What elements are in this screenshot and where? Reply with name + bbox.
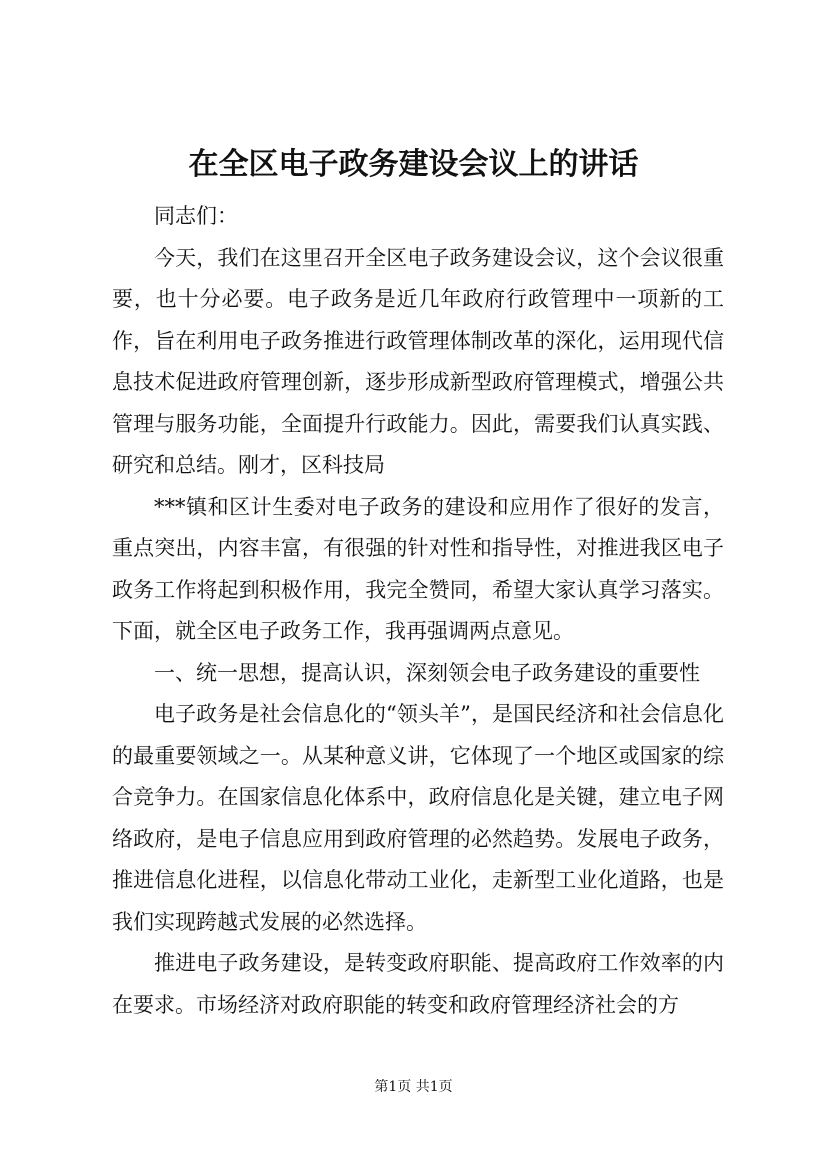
paragraph-importance: 电子政务是社会信息化的“领头羊”，是国民经济和社会信息化的最重要领域之一。从某种意义讲，它体现了一个地区或国家的综合竞争力。在国家信息化体系中，政府信息化是关键，建立电子网络政府，是电子信息应用到政府管理的必然趋势。发展电子政务，推进信息化进程，以信息化带动工业化，走新型工业化道路，也是我们实现跨越式发展的必然选择。 (112, 702, 724, 934)
page-number-footer: 第1页 共1页 (374, 1079, 453, 1095)
paragraph-opening: 今天，我们在这里召开全区电子政务建设会议，这个会议很重要，也十分必要。电子政务是近几年政府行政管理中一项新的工作，旨在利用电子政务推进行政管理体制改革的深化，运用现代信息技术促进政府管理创新，逐步形成新型政府管理模式，增强公共管理与服务功能，全面提升行政能力。因此，需要我们认真实践、研究和总结。刚才，区科技局 (112, 245, 724, 477)
paragraph-functions: 推进电子政务建设，是转变政府职能、提高政府工作效率的内在要求。市场经济对政府职能的转变和政府管理经济社会的方 (112, 951, 724, 1017)
document-body (112, 196, 724, 1026)
section-heading-1: 一、统一思想，提高认识，深刻领会电子政务建设的重要性 (154, 660, 700, 685)
document-title: 在全区电子政务建设会议上的讲话 (188, 147, 639, 182)
salutation: 同志们： (154, 204, 238, 228)
paragraph-speeches: ***镇和区计生委对电子政务的建设和应用作了很好的发言，重点突出，内容丰富，有很强的针对性和指导性，对推进我区电子政务工作将起到积极作用，我完全赞同，希望大家认真学习落实。下面，就全区电子政务工作，我再强调两点意见。 (112, 494, 724, 643)
